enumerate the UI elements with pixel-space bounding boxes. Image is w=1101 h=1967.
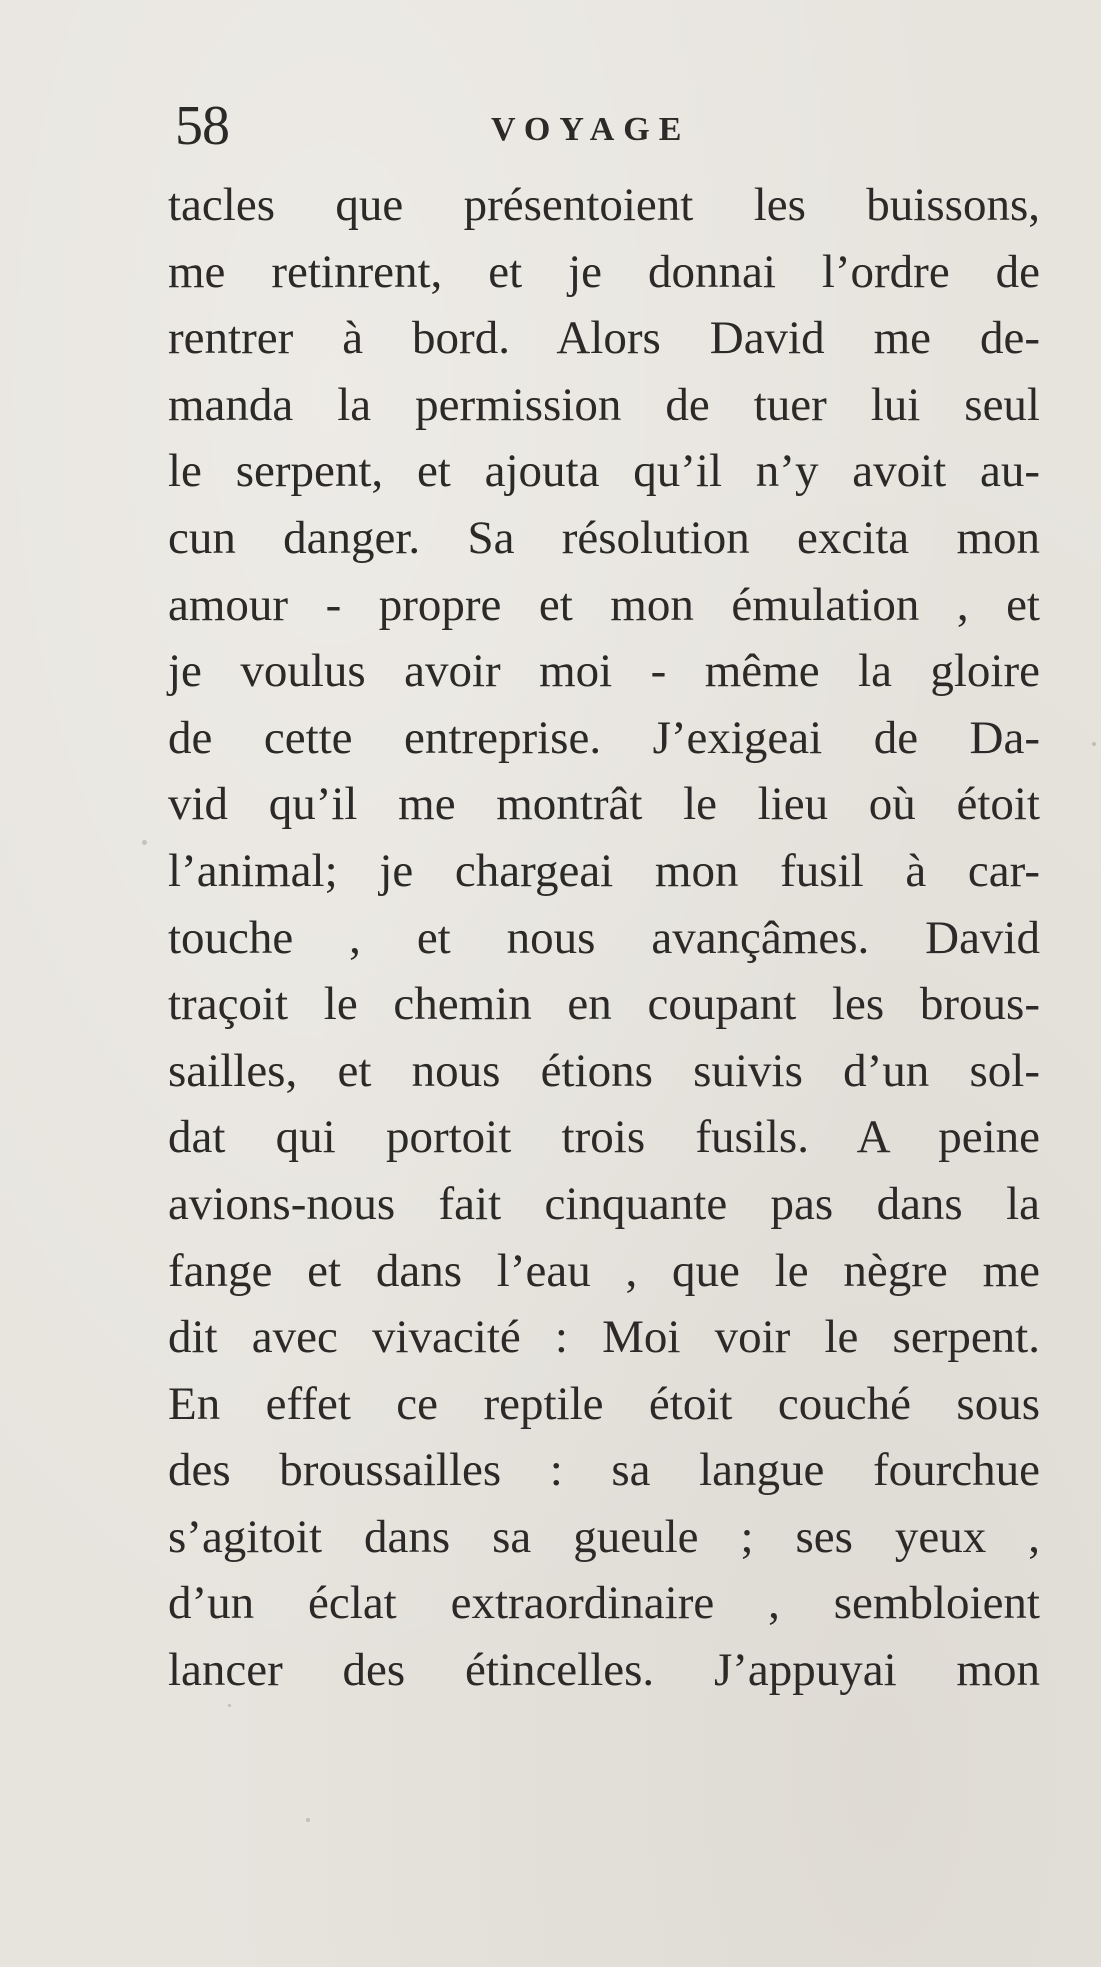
text-line: touche , et nous avançâmes. David — [168, 911, 1040, 964]
text-line: rentrer à bord. Alors David me de- — [168, 312, 1040, 365]
text-line: je voulus avoir moi - même la gloire — [168, 645, 1040, 698]
body-text — [168, 172, 1040, 1704]
text-line: me retinrent, et je donnai l’ordre de — [168, 245, 1040, 298]
text-line: s’agitoit dans sa gueule ; ses yeux , — [168, 1510, 1040, 1563]
text-line: traçoit le chemin en coupant les brous- — [168, 978, 1040, 1031]
text-line: tacles que présentoient les buissons, — [168, 179, 1040, 231]
text-line: amour - propre et mon émulation , et — [168, 578, 1040, 631]
text-line: cun danger. Sa résolution excita mon — [168, 511, 1040, 564]
text-line: avions-nous fait cinquante pas dans la — [168, 1177, 1040, 1230]
paper-speck — [142, 840, 147, 845]
text-line: l’animal; je chargeai mon fusil à car- — [168, 844, 1040, 897]
text-line: le serpent, et ajouta qu’il n’y avoit au- — [168, 445, 1040, 498]
text-line: des broussailles : sa langue fourchue — [168, 1444, 1040, 1497]
paper-speck — [1092, 742, 1096, 746]
page-number: 58 — [175, 95, 229, 157]
page-header — [175, 96, 1035, 156]
text-line: fange et dans l’eau , que le nègre me — [168, 1244, 1040, 1297]
text-line: En effet ce reptile étoit couché sous — [168, 1377, 1040, 1430]
text-line: dat qui portoit trois fusils. A peine — [168, 1111, 1040, 1164]
text-line: dit avec vivacité : Moi voir le serpent. — [168, 1311, 1040, 1364]
text-line: sailles, et nous étions suivis d’un sol- — [168, 1044, 1040, 1097]
text-line: vid qu’il me montrât le lieu où étoit — [168, 778, 1040, 831]
text-line: manda la permission de tuer lui seul — [168, 378, 1040, 431]
text-line: lancer des étincelles. J’appuyai mon — [168, 1644, 1040, 1697]
text-line: d’un éclat extraordinaire , sembloient — [168, 1577, 1040, 1630]
running-title: VOYAGE — [491, 111, 691, 148]
paper-speck — [228, 1704, 231, 1707]
paper-speck — [306, 1818, 310, 1822]
text-line: de cette entreprise. J’exigeai de Da- — [168, 711, 1040, 764]
